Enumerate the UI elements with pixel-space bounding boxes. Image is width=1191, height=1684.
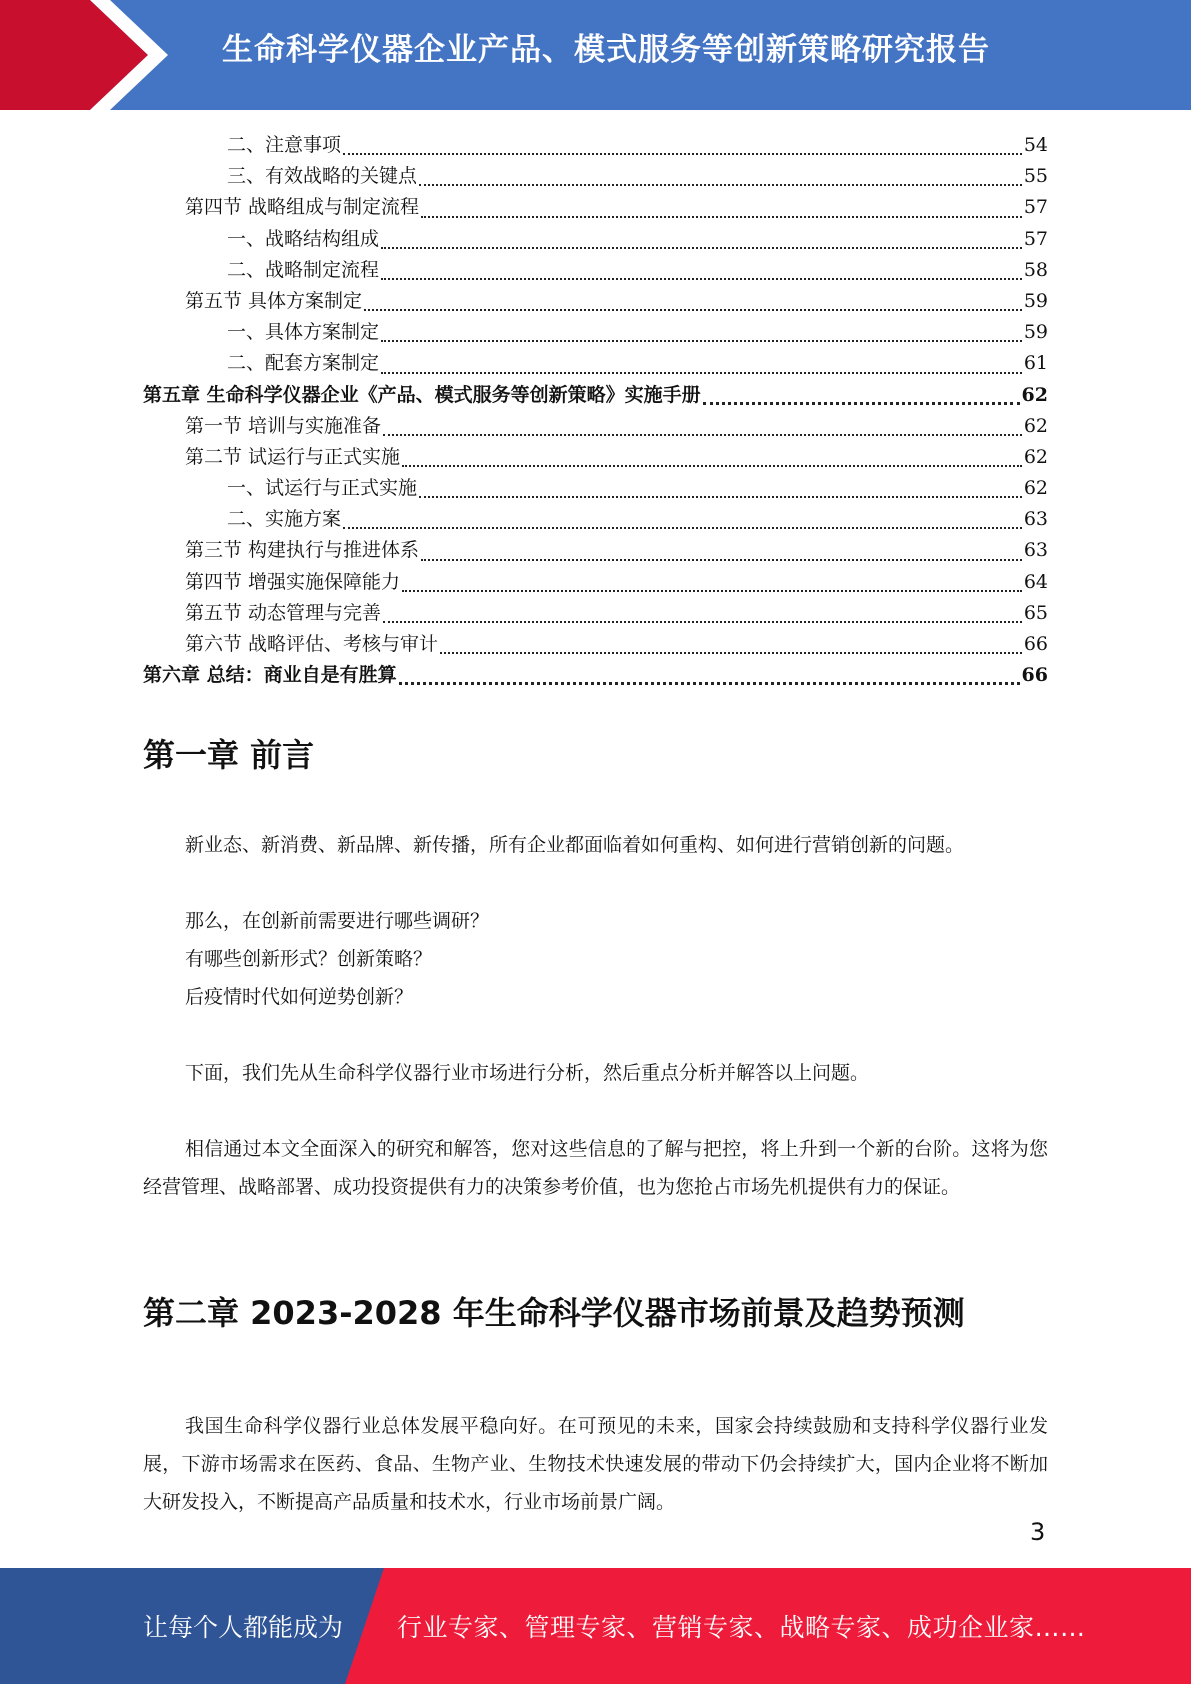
toc-entry-page: 65 (1023, 601, 1048, 624)
toc-entry-title: 二、注意事项 (227, 134, 342, 156)
toc-entry[interactable] (143, 535, 1048, 566)
toc-entry-title: 二、战略制定流程 (227, 258, 380, 281)
toc-entry-title: 三、有效战略的关键点 (227, 165, 418, 188)
footer-slogan-left: 让每个人都能成为 (143, 1613, 344, 1642)
toc-entry-page: 55 (1023, 165, 1048, 188)
toc-entry[interactable] (143, 348, 1048, 379)
toc-entry-title: 第二节 试运行与正式实施 (185, 445, 401, 468)
toc-entry-page: 66 (1023, 633, 1048, 655)
chapter-heading-1: 第一章 前言 (143, 736, 315, 774)
toc-dot-leader (419, 184, 1022, 186)
page-header (0, 0, 1191, 110)
toc-entry[interactable] (143, 411, 1048, 442)
toc-entry[interactable] (143, 660, 1048, 691)
toc-entry-title: 二、实施方案 (227, 508, 342, 531)
toc-dot-leader (381, 372, 1022, 374)
question-line: 那么，在创新前需要进行哪些调研？ (185, 910, 490, 932)
toc-entry-page: 62 (1021, 383, 1048, 406)
toc-entry-page: 66 (1021, 664, 1048, 687)
toc-dot-leader (421, 216, 1022, 218)
paragraph: 我国生命科学仪器行业总体发展平稳向好。在可预见的未来，国家会持续鼓励和支持科学仪器行业发展，下游市场需求在医药、食品、生物产业、生物技术快速发展的带动下仍会持续扩大，国内企业将不断加大研发投入，不断提高产品质量和技术水，行业市场前景广阔。 (143, 1415, 1048, 1513)
chapter-heading-2: 第二章 2023-2028 年生命科学仪器市场前景及趋势预测 (143, 1294, 965, 1332)
toc-entry-page: 54 (1023, 134, 1048, 156)
toc-dot-leader (421, 559, 1022, 561)
toc-dot-leader (440, 652, 1022, 654)
footer-slogan-right: 行业专家、管理专家、营销专家、战略专家、成功企业家…… (397, 1613, 1086, 1642)
page-footer (0, 1568, 1191, 1684)
toc-dot-leader (383, 621, 1022, 623)
toc-dot-leader (343, 527, 1022, 529)
toc-dot-leader (399, 682, 1020, 685)
toc-dot-leader (364, 309, 1022, 311)
toc-dot-leader (402, 590, 1022, 592)
toc-entry-page: 57 (1023, 196, 1048, 219)
toc-entry[interactable] (143, 629, 1048, 660)
toc-entry-title: 一、试运行与正式实施 (227, 477, 418, 500)
toc-entry-page: 62 (1023, 445, 1048, 468)
toc-dot-leader (402, 465, 1022, 467)
paragraph: 相信通过本文全面深入的研究和解答，您对这些信息的了解与把控，将上升到一个新的台阶。这将为您经营管理、战略部署、成功投资提供有力的决策参考价值，也为您抢占市场先机提供有力的保证。 (143, 1138, 1048, 1198)
toc-entry-page: 63 (1023, 539, 1048, 562)
toc-entry-title: 第三节 构建执行与推进体系 (185, 539, 420, 562)
toc-entry-page: 61 (1023, 352, 1048, 375)
toc-entry-page: 59 (1023, 321, 1048, 344)
toc-dot-leader (381, 247, 1022, 249)
toc-dot-leader (703, 402, 1020, 405)
toc-entry[interactable] (143, 130, 1048, 161)
toc-entry[interactable] (143, 567, 1048, 598)
toc-entry[interactable] (143, 504, 1048, 535)
question-line: 有哪些创新形式？创新策略？ (185, 948, 433, 970)
paragraph: 新业态、新消费、新品牌、新传播，所有企业都面临着如何重构、如何进行营销创新的问题。 (185, 834, 965, 856)
toc-entry[interactable] (143, 317, 1048, 348)
toc-entry-page: 62 (1023, 477, 1048, 500)
toc-entry-title: 一、具体方案制定 (227, 321, 380, 344)
toc-dot-leader (419, 496, 1022, 498)
toc-entry[interactable] (143, 380, 1048, 411)
toc-entry-title: 第一节 培训与实施准备 (185, 414, 382, 437)
toc-entry-title: 第五章 生命科学仪器企业《产品、模式服务等创新策略》实施手册 (143, 383, 701, 406)
table-of-contents (143, 130, 1048, 691)
toc-entry[interactable] (143, 161, 1048, 192)
toc-entry-page: 62 (1023, 414, 1048, 437)
report-title: 生命科学仪器企业产品、模式服务等创新策略研究报告 (222, 32, 990, 68)
toc-dot-leader (381, 278, 1022, 280)
toc-entry[interactable] (143, 255, 1048, 286)
toc-entry-page: 57 (1023, 227, 1048, 250)
toc-entry-title: 第六章 总结：商业自是有胜算 (143, 664, 397, 687)
toc-entry-title: 第四节 战略组成与制定流程 (185, 196, 420, 219)
toc-entry-title: 第五节 动态管理与完善 (185, 601, 382, 624)
toc-entry-page: 63 (1023, 508, 1048, 531)
toc-dot-leader (381, 340, 1022, 342)
toc-entry-page: 64 (1023, 570, 1048, 593)
toc-entry-title: 二、配套方案制定 (227, 352, 380, 375)
toc-entry[interactable] (143, 286, 1048, 317)
toc-entry-title: 第六节 战略评估、考核与审计 (185, 633, 439, 655)
toc-dot-leader (383, 434, 1022, 436)
question-line: 后疫情时代如何逆势创新？ (185, 986, 414, 1008)
toc-entry-title: 第五节 具体方案制定 (185, 289, 363, 312)
toc-dot-leader (343, 153, 1022, 155)
toc-entry-page: 58 (1023, 258, 1048, 281)
toc-entry[interactable] (143, 192, 1048, 223)
toc-entry[interactable] (143, 224, 1048, 255)
toc-entry-title: 一、战略结构组成 (227, 227, 380, 250)
toc-entry[interactable] (143, 442, 1048, 473)
toc-entry[interactable] (143, 473, 1048, 504)
toc-entry-page: 59 (1023, 289, 1048, 312)
page-number: 3 (1030, 1518, 1046, 1546)
paragraph: 下面，我们先从生命科学仪器行业市场进行分析，然后重点分析并解答以上问题。 (185, 1062, 870, 1084)
toc-entry[interactable] (143, 598, 1048, 629)
toc-entry-title: 第四节 增强实施保障能力 (185, 570, 401, 593)
